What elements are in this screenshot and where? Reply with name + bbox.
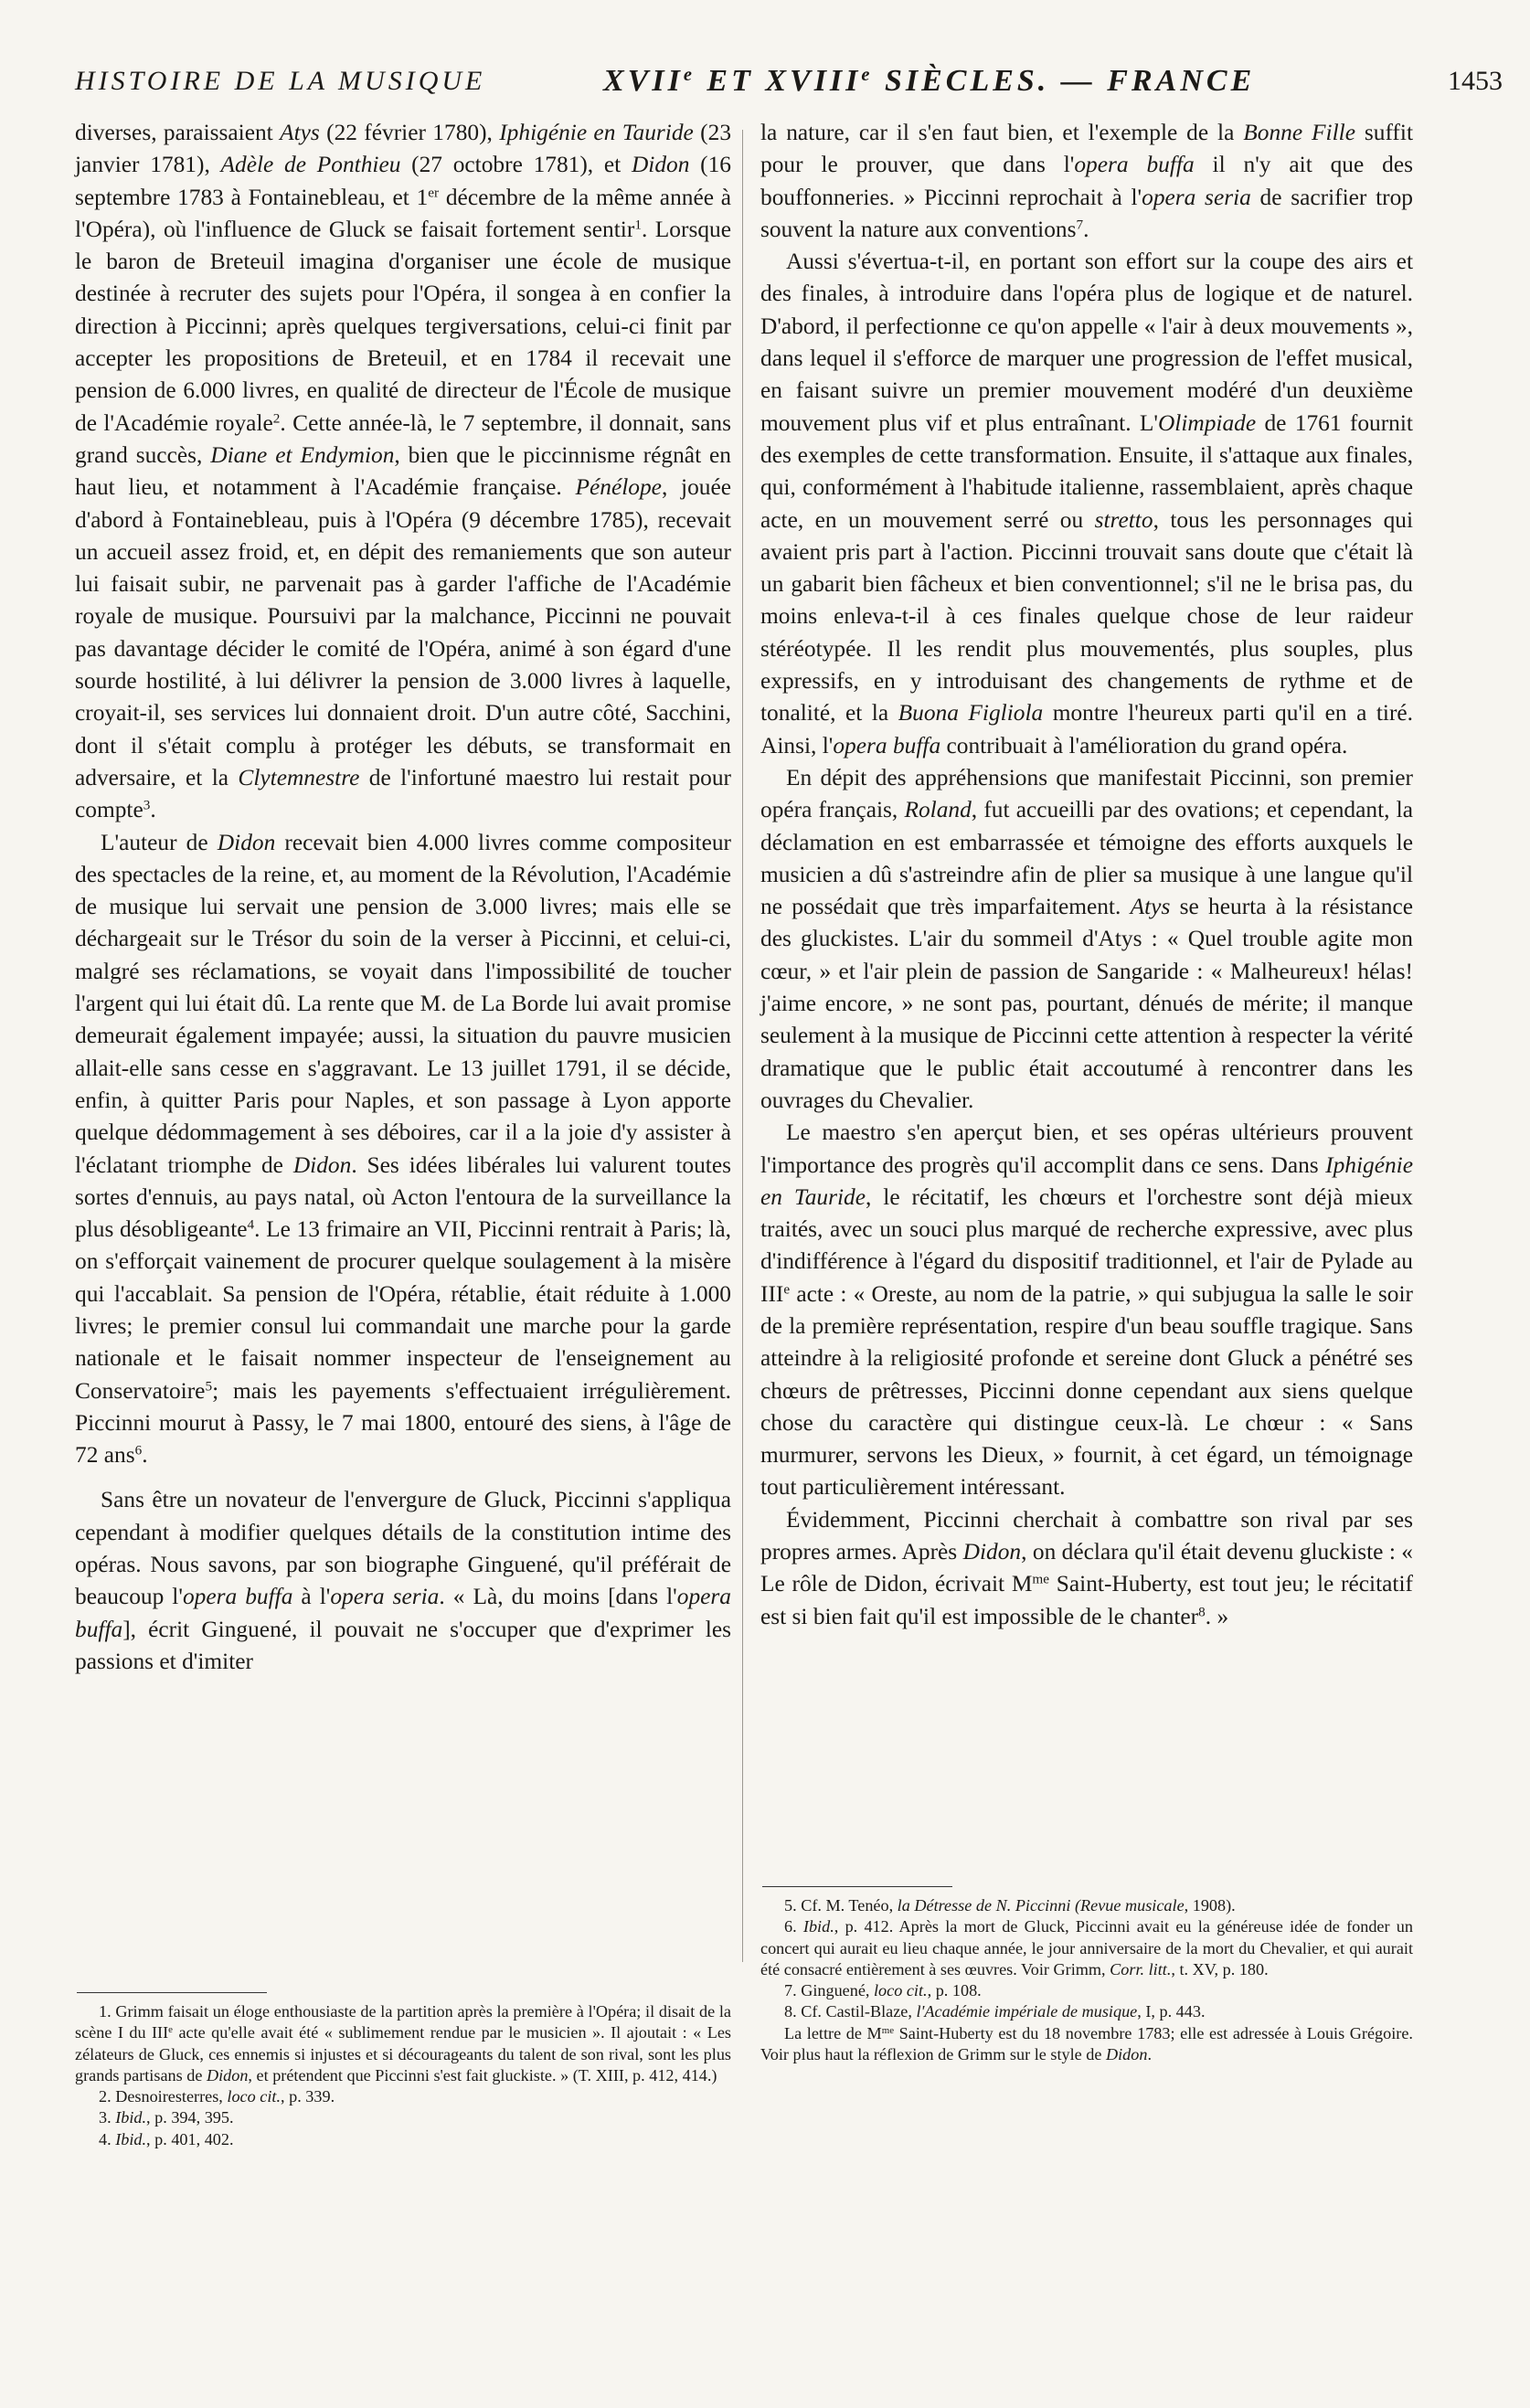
superscript: me — [1032, 1571, 1050, 1587]
text: (23 janvier 1781), — [75, 120, 732, 178]
superscript: e — [168, 2024, 173, 2036]
text: , fut accueilli par des ovations; et cependant, la déclamation en est embarrassée et témoigne des efforts auxquels le musicien a dû s'astreindre afin de plier sa musique à une langue qu'il ne possédait que très imparfaitement. — [760, 797, 1413, 920]
text: , tous les personnages qui avaient pris part à l'action. Piccinni trouvait sans doute que c'était là un gabarit bien fâcheux et bien conventionnel; s'il ne le brisa pas, du moins enleva-t-il à ces finales quelque chose de leur raideur stéréotypée. Il les rendit plus mouvementés, plus souples, plus expressifs, en y introduisant des changements de rythme et de tonalité, et la — [760, 506, 1414, 727]
work-title: Pénélope — [575, 474, 662, 501]
footnote-ref: 2 — [272, 410, 281, 427]
italic-term: opera buffa — [833, 732, 941, 758]
running-header — [75, 66, 1530, 108]
footnote-ref: 4 — [247, 1216, 255, 1233]
footnote — [75, 2001, 731, 2086]
superscript: me — [881, 2024, 895, 2036]
text: Évidemment, Piccinni cherchait à combattre son rival par ses propres armes. Après — [760, 1506, 1413, 1565]
text: Aussi s'évertua-t-il, en portant son effort sur la coupe des airs et des finales, à introduire dans l'opéra plus de logique et de naturel. D'abord, il perfectionne ce qu'on appelle « l'air à deux mouvements », dans lequel il s'efforce de marquer une progression de l'effet musical, en faisant suivre un premier mouvement modéré d'un deuxième mouvement plus vif et plus entraînant. L' — [760, 249, 1413, 436]
header-part: e — [861, 64, 874, 85]
text: il n'y ait que des bouffonneries. » Piccinni reprochait à l' — [760, 152, 1413, 210]
italic-term: opera buffa — [75, 1584, 731, 1642]
italic-term: opera buffa — [1074, 152, 1195, 178]
work-title: Didon — [206, 2065, 249, 2084]
text: , I, p. 443. — [1137, 2002, 1206, 2021]
footnote — [760, 1916, 1413, 1980]
text: suffit pour le prouver, que dans l' — [760, 120, 1413, 178]
footnote-ref: 3 — [143, 797, 151, 813]
text: (22 février 1780), — [319, 120, 500, 145]
text: . Ses idées libérales lui valurent toutes sortes d'ennuis, au pays natal, où Acton l'entoura de la surveillance la plus désobligeante — [75, 1151, 731, 1243]
text: 5. Cf. M. Tenéo, — [784, 1896, 898, 1915]
text: . Lorsque le baron de Breteuil imagina d'organiser une école de musique destinée à recruter des sujets pour l'Opéra, il songea à en confier la direction à Piccinni; après quelques tergiversations, celui-ci finit par accepter les propositions de Breteuil, et en 1784 il recevait une pension de 6.000 livres, en qualité de directeur de l'École de musique de l'Académie royale — [75, 216, 731, 436]
work-title: Didon — [217, 829, 276, 855]
footnote-ref: 6 — [134, 1442, 143, 1459]
text: Saint-Huberty est du 18 novembre 1783; elle est adressée à Louis Grégoire. Voir plus haut la réflexion de Grimm sur le style de — [760, 2023, 1413, 2064]
italic-term: loco cit. — [227, 2087, 281, 2106]
text: à l' — [292, 1584, 331, 1610]
text: se heurta à la résistance des gluckistes. L'air du sommeil d'Atys : « Quel trouble agite mon cœur, » et l'air plein de passion de Sangaride : « Malheureux! hélas! j'aime encore, » ne sont pas, pourtant, dénués de mérite; il manque seulement à la musique de Piccinni cette attention à respecter la vérité dramatique que le public était accoutumé à rencontrer dans les ouvrages du Chevalier. — [760, 894, 1413, 1113]
footnote — [760, 1895, 1413, 1916]
text: Saint-Huberty, est tout jeu; le récitatif est si bien fait qu'il est impossible de le chanter — [760, 1571, 1413, 1629]
text: (27 octobre 1781), et — [400, 152, 632, 178]
work-title: Clytemnestre — [238, 764, 360, 790]
text: . Cette année-là, le 7 septembre, il donnait, sans grand succès, — [75, 409, 731, 468]
text: ; mais les payements s'effectuaient irrégulièrement. Piccinni mourut à Passy, le 7 mai 1800, entouré des siens, à l'âge de 72 ans — [75, 1377, 731, 1469]
italic-term: opera buffa — [182, 1584, 293, 1610]
work-title: l'Académie impériale de musique — [916, 2002, 1138, 2021]
footnote — [760, 2023, 1413, 2066]
text: , p. 339. — [281, 2087, 335, 2106]
text: de sacrifier trop souvent la nature aux conventions — [760, 184, 1413, 242]
text: décembre de la même année à l'Opéra), où l'influence de Gluck se faisait fortement sentir — [75, 184, 731, 242]
work-title: Didon — [962, 1539, 1022, 1565]
italic-term: Corr. litt. — [1110, 1959, 1172, 1978]
footnote — [75, 2129, 731, 2150]
text: Le maestro s'en aperçut bien, et ses opéras ultérieurs prouvent l'importance des progrès qu'il accomplit dans ce sens. Dans — [760, 1119, 1413, 1178]
text: . — [150, 797, 156, 823]
footnote-rule — [77, 1992, 267, 1993]
work-title: Olimpiade — [1157, 409, 1257, 436]
text: 7. Ginguené, — [784, 1981, 874, 2000]
text: 8. Cf. Castil-Blaze, — [784, 2002, 917, 2021]
work-title: Adèle de Ponthieu — [220, 152, 401, 178]
work-title: Iphigénie en Tauride — [499, 120, 694, 145]
right-column — [760, 117, 1413, 1633]
text: diverses, paraissaient — [75, 120, 281, 145]
text: , p. 412. Après la mort de Gluck, Piccinni avait eu la généreuse idée de fonder un concert qui aurait eu lieu chaque année, le jour anniversaire de la mort du Chevalier, et qui aurait été consacré entièrement à ses œuvres. Voir Grimm, — [760, 1917, 1413, 1978]
work-title: Bonne Fille — [1243, 120, 1355, 145]
text: , p. 108. — [927, 1981, 982, 2000]
italic-term: Ibid. — [115, 2108, 147, 2127]
text: 2. Desnoiresterres, — [99, 2087, 228, 2106]
paragraph — [75, 827, 731, 1472]
text: 3. — [99, 2108, 116, 2127]
text: , et prétendent que Piccinni s'est fait gluckiste. » (T. XIII, p. 412, 414.) — [248, 2065, 717, 2084]
superscript: e — [783, 1281, 791, 1298]
work-title: Diane et Endymion — [210, 441, 395, 468]
italic-term: stretto — [1094, 506, 1153, 533]
text: En dépit des appréhensions que manifestait Piccinni, son premier opéra français, — [760, 764, 1413, 823]
footnote-rule — [762, 1886, 952, 1887]
left-column — [75, 117, 731, 1678]
footnote-ref: 8 — [1198, 1604, 1206, 1620]
work-title: Iphigénie en Tauride — [760, 1151, 1413, 1210]
text: acte qu'elle avait été « sublimement rendue par le musicien ». Il ajoutait : « Les zélateurs de Gluck, ces ennemis si injustes et si décourageants du talent de son rival, sont les plus grands partisans de — [75, 2023, 731, 2084]
paragraph — [75, 1484, 731, 1678]
text: recevait bien 4.000 livres comme compositeur des spectacles de la reine, et, au moment de la Révolution, l'Académie de musique lui servait une pension de 3.000 livres; mais elle se déchargeait sur le Trésor du soin de la verser à Piccinni, et celui-ci, malgré ses réclamations, se voyait dans l'impossibilité de toucher l'argent qui lui était dû. La rente que M. de La Borde lui avait promise demeurait également impayée; aussi, la situation du pauvre musicien allait-elle sans cesse en s'aggravant. Le 13 juillet 1791, il se décide, enfin, à quitter Paris pour Naples, et son passage à Lyon apporte quelque dédommagement à ses déboires, car il a la joie d'y assister à l'éclatant triomphe de — [75, 829, 731, 1178]
text: . « Là, du moins [dans l' — [439, 1584, 677, 1610]
text: . — [142, 1442, 148, 1469]
italic-term: loco cit. — [874, 1981, 928, 2000]
footnote — [75, 2107, 731, 2128]
text: , le récitatif, les chœurs et l'orchestre sont déjà mieux traités, avec un souci plus marqué de recherche expressive, avec plus d'indifférence à l'égard du dispositif traditionnel, et l'air de Pylade au III — [760, 1183, 1413, 1307]
work-title: Didon — [292, 1151, 352, 1178]
superscript: er — [428, 185, 440, 201]
column-divider — [742, 130, 743, 1962]
work-title: Roland — [904, 797, 972, 823]
text: , 1908). — [1184, 1896, 1236, 1915]
paragraph — [760, 1504, 1413, 1633]
header-part: e — [683, 64, 696, 85]
text: acte : « Oreste, au nom de la patrie, » qui subjugua la salle le soir de la première représentation, respire d'un beau souffle tragique. Sans atteindre à la religiosité profonde et sereine dont Gluck a pénétré ses chœurs de prêtresses, Piccinni donne cependant aux siens quelque chose du caractère qui distingue ceux-là. Le chœur : « Sans murmurer, servons les Dieux, » fournit, à cet égard, un témoignage tout particulièrement intéressant. — [760, 1280, 1413, 1501]
header-part: XVII — [603, 64, 684, 98]
footnote-ref: 1 — [634, 217, 642, 233]
text: , bien que le piccinnisme régnât en haut lieu, et notamment à l'Académie française. — [75, 441, 731, 501]
text: , p. 394, 395. — [146, 2108, 234, 2127]
paragraph — [760, 117, 1413, 246]
text: 6. — [784, 1917, 803, 1936]
footnote — [760, 2001, 1413, 2022]
page-number: 1453 — [1448, 66, 1503, 96]
text: (16 septembre 1783 à Fontainebleau, et 1 — [75, 152, 731, 210]
text: L'auteur de — [101, 829, 218, 855]
text: Sans être un novateur de l'envergure de Gluck, Piccinni s'appliqua cependant à modifier quelques détails de la constitution intime des opéras. Nous savons, par son biographe Ginguené, qu'il préférait de beaucoup l' — [75, 1487, 731, 1610]
right-footnotes — [760, 1895, 1413, 2065]
footnote-ref: 7 — [1076, 217, 1084, 233]
text: la nature, car il s'en faut bien, et l'exemple de la — [760, 120, 1244, 145]
footnote — [760, 1980, 1413, 2001]
text: , on déclara qu'il était devenu gluckiste : « Le rôle de Didon, écrivait M — [760, 1539, 1413, 1597]
text: La lettre de M — [784, 2023, 882, 2042]
text: de 1761 fournit des exemples de cette transformation. Ensuite, il s'attaque aux finales, qui, conformément à l'habitude italienne, rassemblaient, après chaque acte, en un mouvement serré ou — [760, 409, 1413, 533]
text: . — [1147, 2045, 1152, 2064]
text: ], écrit Ginguené, il pouvait ne s'occuper que d'exprimer les passions et d'imiter — [75, 1616, 731, 1674]
text: . — [1083, 216, 1089, 242]
paragraph — [760, 762, 1413, 1117]
left-footnotes — [75, 2001, 731, 2150]
work-title: Didon — [1105, 2045, 1148, 2064]
text: de l'infortuné maestro lui restait pour compte — [75, 764, 731, 823]
text: 4. — [99, 2129, 116, 2148]
header-section-title — [603, 64, 1255, 99]
header-book-title: HISTOIRE DE LA MUSIQUE — [75, 66, 486, 96]
text: , p. 401, 402. — [146, 2129, 234, 2148]
text: , t. XV, p. 180. — [1171, 1959, 1269, 1978]
italic-term: opera seria — [330, 1584, 440, 1610]
footnote — [75, 2086, 731, 2107]
work-title: Atys — [280, 120, 320, 145]
work-title: Buona Figliola — [898, 700, 1044, 727]
italic-term: opera seria — [1142, 184, 1251, 210]
work-title: Didon — [631, 152, 690, 178]
italic-term: la Détresse de N. Piccinni (Revue musicale — [897, 1896, 1185, 1915]
paragraph — [760, 246, 1413, 762]
text: . Le 13 frimaire an VII, Piccinni rentrait à Paris; là, on s'efforçait vainement de procurer quelque soulagement à la misère qui l'accablait. Sa pension de l'Opéra, rétablie, était réduite à 1.000 livres; le premier consul lui commandait une marche pour la garde nationale et le faisait nommer inspecteur de l'enseignement au Conservatoire — [75, 1216, 731, 1404]
text: . » — [1205, 1603, 1229, 1629]
italic-term: Ibid. — [802, 1917, 834, 1936]
text: 1. Grimm faisait un éloge enthousiaste de la partition après la première à l'Opéra; il disait de la scène I du III — [75, 2002, 731, 2042]
paragraph — [75, 117, 731, 827]
italic-term: Ibid. — [115, 2129, 147, 2148]
text: , jouée d'abord à Fontainebleau, puis à l'Opéra (9 décembre 1785), recevait un accueil assez froid, et, en dépit des remaniements que son auteur lui faisait subir, ne parvenait pas à garder l'affiche de l'Académie royale de musique. Poursuivi par la malchance, Piccinni ne pouvait pas davantage décider le comité de l'Opéra, animé à son égard d'une sourde hostilité, à lui délivrer la pension de 3.000 livres à laquelle, croyait-il, ses services lui donnaient droit. D'un autre côté, Sacchini, dont il s'était complu à protéger les débuts, se transformait en adversaire, et la — [75, 474, 731, 790]
header-part: SIÈCLES. — FRANCE — [873, 64, 1256, 98]
text: contribuait à l'amélioration du grand opéra. — [940, 732, 1348, 758]
header-part: ET XVIII — [695, 64, 862, 98]
footnote-ref: 5 — [205, 1378, 213, 1395]
text: montre l'heureux parti qu'il en a tiré. Ainsi, l' — [760, 700, 1414, 758]
paragraph — [760, 1117, 1413, 1504]
work-title: Atys — [1130, 894, 1171, 920]
